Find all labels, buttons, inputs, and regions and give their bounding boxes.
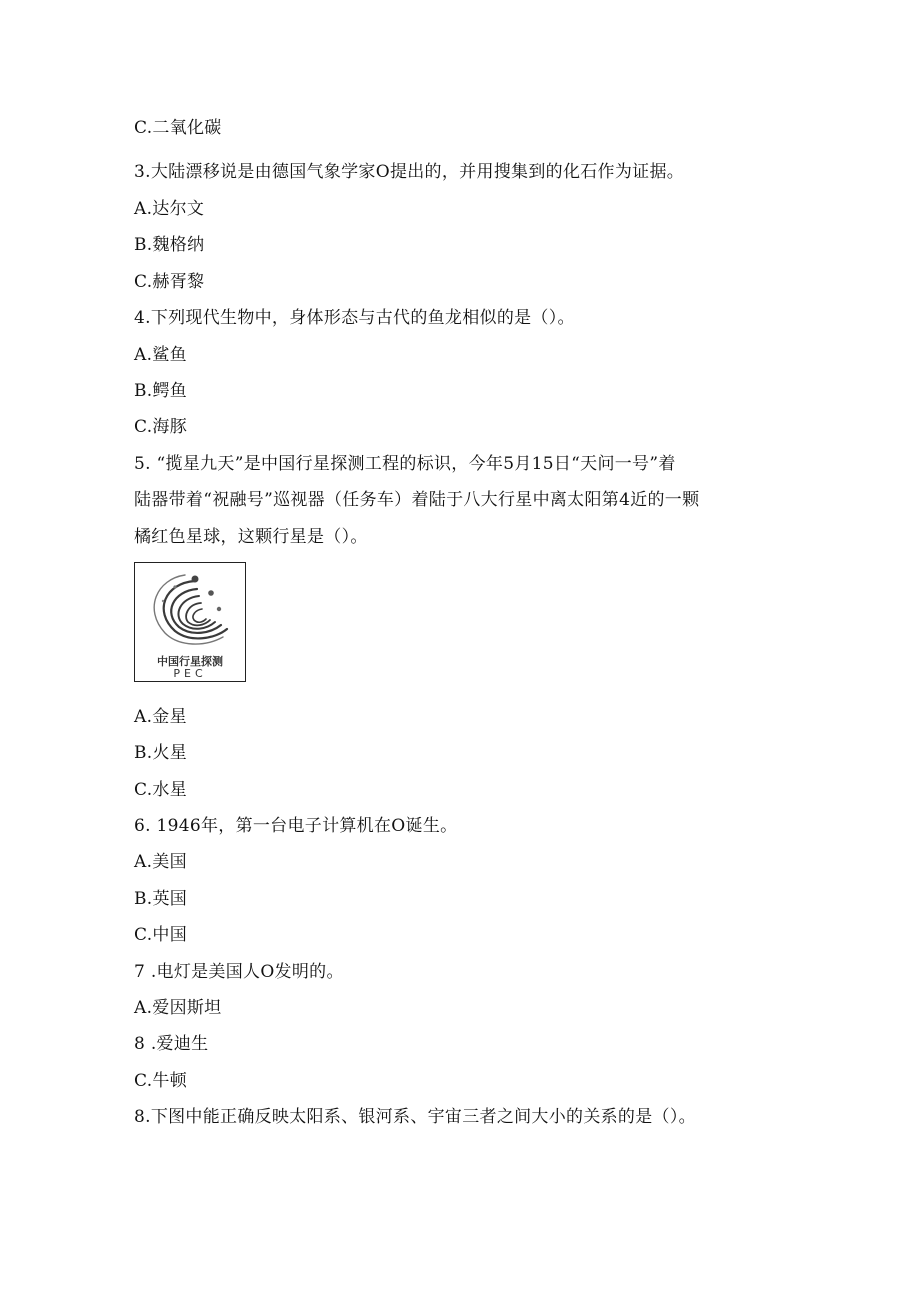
- question-5-line-2: 陆器带着“祝融号”巡视器（任务车）着陆于八大行星中离太阳第4近的一颗: [134, 490, 700, 510]
- option-5b: B.火星: [134, 743, 188, 763]
- option-7c: C.牛顿: [134, 1071, 188, 1091]
- logo-text-chinese: 中国行星探测: [157, 655, 223, 668]
- option-5c: C.水星: [134, 780, 188, 800]
- option-2c: C.二氧化碳: [134, 118, 222, 138]
- option-4a: A.鲨鱼: [134, 345, 187, 365]
- logo-text-english: PEC: [173, 667, 207, 680]
- option-5a: A.金星: [134, 707, 187, 727]
- option-3a: A.达尔文: [134, 199, 205, 219]
- option-4b: B.鳄鱼: [134, 381, 188, 401]
- question-8: 8.下图中能正确反映太阳系、银河系、宇宙三者之间大小的关系的是（）。: [134, 1107, 696, 1127]
- option-7b: 8 .爱迪生: [134, 1034, 209, 1054]
- option-3b: B.魏格纳: [134, 235, 205, 255]
- question-5-line-1: 5. “揽星九天”是中国行星探测工程的标识，今年5月15日“天问一号”着: [134, 454, 676, 474]
- question-3: 3.大陆漂移说是由德国气象学家O提出的，并用搜集到的化石作为证据。: [134, 162, 685, 182]
- pec-logo: [134, 562, 246, 682]
- option-6c: C.中国: [134, 925, 188, 945]
- option-4c: C.海豚: [134, 417, 188, 437]
- question-5-line-3: 橘红色星球，这颗行星是（）。: [134, 527, 368, 547]
- option-6a: A.美国: [134, 852, 187, 872]
- question-6: 6. 1946年，第一台电子计算机在O诞生。: [134, 816, 458, 836]
- option-3c: C.赫胥黎: [134, 272, 205, 292]
- option-7a: A.爱因斯坦: [134, 998, 222, 1018]
- option-6b: B.英国: [134, 889, 188, 909]
- pec-logo-swirl-icon: [135, 563, 245, 651]
- question-7: 7 .电灯是美国人O发明的。: [134, 962, 344, 982]
- question-4: 4.下列现代生物中，身体形态与古代的鱼龙相似的是（）。: [134, 308, 575, 328]
